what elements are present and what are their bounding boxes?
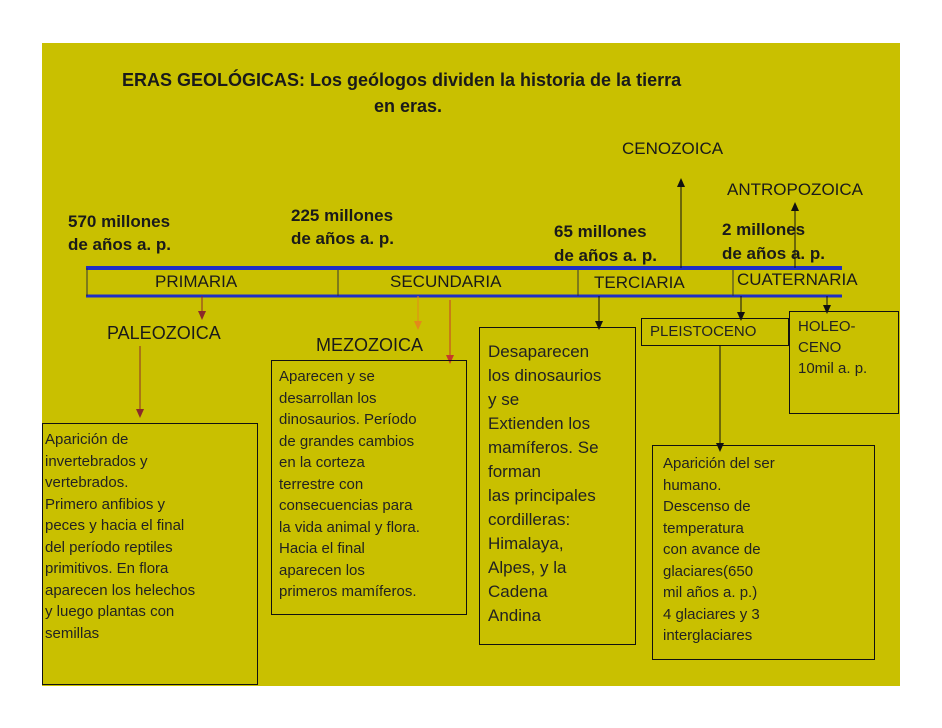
timeline-primaria: PRIMARIA [155, 272, 238, 291]
mezozoica-description: Aparecen y se desarrollan los dinosaurios. Período de grandes cambios en la corteza terrestre con consecuencias para la vida animal y flora. Hacia el final aparecen los primeros mamíferos. [279, 368, 420, 600]
terciaria-description: Desaparecen los dinosaurios y se Extienden los mamíferos. Se forman las principales cordilleras: Himalaya, Alpes, y la Cadena Andina [488, 342, 602, 625]
date-2: 2 millones de años a. p. [722, 220, 825, 263]
label-cenozoica: CENOZOICA [622, 139, 724, 158]
label-antropozoica: ANTROPOZOICA [727, 180, 864, 199]
timeline-secundaria: SECUNDARIA [390, 272, 502, 291]
label-paleozoica: PALEOZOICA [107, 323, 221, 343]
date-65: 65 millones de años a. p. [554, 222, 657, 265]
pleistoceno-description: Aparición del ser humano. Descenso de temperatura con avance de glaciares(650 mil años a. p.) 4 glaciares y 3 interglaciares [663, 455, 775, 644]
paleozoica-description: Aparición de invertebrados y vertebrados. Primero anfibios y peces y hacia el final del período reptiles primitivos. En flora aparecen los helechos y luego plantas con semillas [45, 431, 196, 642]
label-mezozoica: MEZOZOICA [316, 335, 423, 355]
timeline-cuaternaria: CUATERNARIA [737, 270, 858, 289]
pleistoceno-label: PLEISTOCENO [650, 323, 757, 340]
holeoceno-label: HOLEO- CENO 10mil a. p. [798, 318, 868, 377]
page-title-line2: en eras. [374, 96, 443, 116]
timeline-terciaria: TERCIARIA [594, 273, 685, 292]
date-225: 225 millones de años a. p. [291, 206, 394, 248]
page-title-line1: ERAS GEOLÓGICAS: Los geólogos dividen la historia de la tierra [122, 70, 682, 90]
date-570: 570 millones de años a. p. [68, 212, 171, 254]
